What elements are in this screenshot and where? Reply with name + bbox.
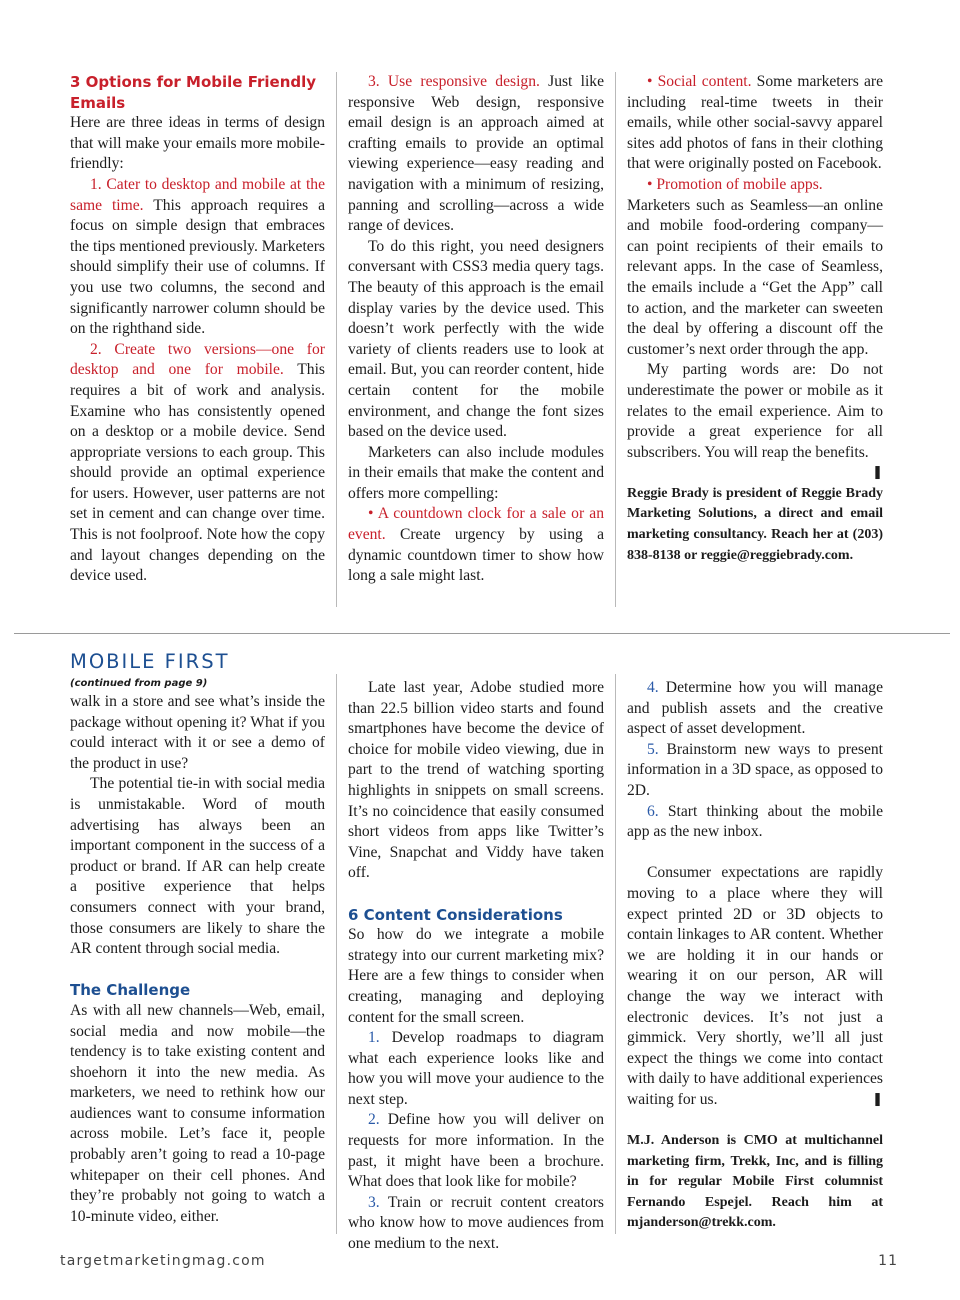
integrate-paragraph: So how do we integrate a mobile strategy into our current marketing mix? Here are a few things to consider when creating, managing and deploying content for the small screen. <box>348 926 604 1026</box>
css3-paragraph: To do this right, you need designers conversant with CSS3 media query tags. The beauty of this approach is the email display varies by the device used. This doesn’t work perfectly with the wide variety of clients readers use to look at email. But, you can reorder content, hide certain content for the mobile environment, and change the font sizes based on the device used. <box>348 237 604 441</box>
column-divider <box>336 674 337 1234</box>
consumer-expectations-text: Consumer expectations are rapidly moving to a place where they will expect printed 2D or 3D objects to contain linkages to AR content. Whether we are holding it in our hands or wearing it on our person, AR will change the way we interact with electronic devices. It’s not just a gimmick. Very shortly, we’ll all just expect the things we come into contact with daily to have additional experiences waiting for us. <box>627 864 883 1108</box>
intro-paragraph: Here are three ideas in terms of design that will make your emails more mobile-friendly: <box>70 114 325 173</box>
consideration-2-number: 2. <box>368 1111 380 1129</box>
social-content-lead: • Social content. <box>647 73 752 90</box>
option-2-text: This requires a bit of work and analysis. Examine who has consistently opened on a desktop or a mobile device. Send appropriate versions to each group. This should provide an optimal experience for users. However, user patterns are not set in cement and can change over time. This is not foolproof. Note how the copy and layout changes depending on the device used. <box>70 361 325 585</box>
bottom-column-2 <box>348 678 604 1255</box>
consideration-1 <box>348 1028 604 1110</box>
mobile-apps-lead: • Promotion of mobile apps. <box>647 175 823 193</box>
closing-paragraph <box>627 360 883 481</box>
end-mark-icon: ❚ <box>872 1091 883 1107</box>
consideration-4-number: 4. <box>647 679 659 696</box>
consideration-5-text: Brainstorm new ways to present information in a 3D space, as opposed to 2D. <box>627 740 883 799</box>
consideration-3-number: 3. <box>368 1193 380 1211</box>
top-column-2 <box>348 72 604 587</box>
consideration-5 <box>627 740 883 802</box>
challenge-paragraph: As with all new channels—Web, email, social media and now mobile—the tendency is to take existing content and shoehorn it into the new media. As marketers, we need to rethink how our audiences want to consume information across mobile. Let’s face it, people probably aren’t going to read a 10-page whitepaper on their cell phones. And they’re probably not going to watch a 10-minute video, either. <box>70 1001 325 1225</box>
countdown-lead: • A countdown clock for a sale or an event. <box>348 505 604 544</box>
continued-note: (continued from page 9) <box>70 678 208 689</box>
challenge-heading: The Challenge <box>70 981 191 1000</box>
top-column-3 <box>627 72 883 566</box>
option-2-lead: 2. Create two versions—one for desktop and one for mobile. <box>70 340 325 379</box>
end-mark-icon: ❚ <box>872 465 883 481</box>
consideration-6-number: 6. <box>647 802 659 820</box>
option-1-lead: 1. Cater to desktop and mobile at the same time. <box>70 175 325 214</box>
author-bio: M.J. Anderson is CMO at multichannel marketing firm, Trekk, Inc, and is filling in for regular Mobile First columnist Fernando Espejel. Reach him at mjanderson@trekk.com. <box>627 1133 883 1231</box>
consideration-1-text: Develop roadmaps to diagram what each experience looks like and how you will move your audience to the next step. <box>348 1029 604 1108</box>
countdown-text: Create urgency by using a dynamic countdown timer to show how long a sale might last. <box>348 526 604 585</box>
consideration-2 <box>348 1110 604 1192</box>
consideration-2-text: Define how you will deliver on requests for more information. In the past, it might have been a brochure. What does that look like for mobile? <box>348 1111 604 1191</box>
countdown-bullet <box>348 504 604 586</box>
top-column-1 <box>70 72 325 587</box>
social-tie-in-paragraph: The potential tie-in with social media is unmistakable. Word of mouth advertising has always been an important component in the success of a product or brand. If AR can help create a positive experience that helps consumers connect with your brand, those consumers are likely to share the AR content through social media. <box>70 775 325 958</box>
consideration-6-text: Start thinking about the mobile app as the new inbox. <box>627 802 883 841</box>
bottom-column-1 <box>70 650 325 1227</box>
top-article-section <box>0 72 960 617</box>
adobe-paragraph: Late last year, Adobe studied more than 22.5 billion video starts and found smartphones have become the device of choice for mobile video viewing, due in part to the trend of watching sporting highlights in snippets on small screens. It’s no coincidence that easily consumed short videos from apps like Twitter’s Vine, Snapchat and Viddy have taken off. <box>348 679 604 882</box>
bottom-column-3 <box>627 678 883 1234</box>
consideration-4 <box>627 678 883 740</box>
author-bio: Reggie Brady is president of Reggie Brady Marketing Solutions, a direct and email marketing consultancy. Reach her at (203) 838-8138 or reggie@reggiebrady.com. <box>627 485 883 563</box>
consideration-4-text: Determine how you will manage and publish assets and the creative aspect of asset development. <box>627 679 883 738</box>
consideration-3-text: Train or recruit content creators who know how to move audiences from one medium to the next. <box>348 1193 604 1253</box>
consideration-6 <box>627 802 883 843</box>
column-divider <box>615 72 616 607</box>
modules-paragraph: Marketers can also include modules in their emails that make the content and offers more compelling: <box>348 443 604 502</box>
closing-text: My parting words are: Do not underestimate the power or mobile as it relates to the email experience. Aim to provide a great experience for all subscribers. You will reap the benefits. <box>627 361 883 461</box>
option-3-text: Just like responsive Web design, responsive email design is an approach aimed at crafting emails to provide an optimal viewing experience—easy reading and navigation with a minimum of resizing, panning and scrolling—across a wide range of devices. <box>348 73 604 235</box>
section-heading-mobile-emails: 3 Options for Mobile Friendly Emails <box>70 73 317 112</box>
option-3-lead: 3. Use responsive design. <box>368 73 540 90</box>
consumer-expectations-paragraph <box>627 863 883 1110</box>
consideration-1-number: 1. <box>368 1029 380 1047</box>
ar-paragraph: walk in a store and see what’s inside the package without opening it? What if you could interact with it or see a demo of the product in use? <box>70 693 325 772</box>
consideration-5-number: 5. <box>647 740 659 758</box>
consideration-3 <box>348 1193 604 1255</box>
option-2-paragraph <box>70 340 325 587</box>
option-3-paragraph <box>348 72 604 237</box>
mobile-first-section <box>0 650 960 1253</box>
footer-url: targetmarketingmag.com <box>60 1253 266 1269</box>
social-content-text: Some marketers are including real-time tweets in their emails, while other social-savvy apparel sites add photos of fans in their clothing that were originally posted on Facebook. <box>627 73 883 173</box>
option-1-paragraph <box>70 175 325 340</box>
content-considerations-heading: 6 Content Considerations <box>348 905 563 924</box>
social-content-bullet <box>627 72 883 175</box>
page-number: 11 <box>878 1253 898 1269</box>
column-divider <box>336 72 337 607</box>
mobile-apps-bullet-lead-line <box>627 175 883 196</box>
column-divider <box>615 674 616 1234</box>
section-title: MOBILE FIRST <box>70 650 230 673</box>
option-1-text: This approach requires a focus on simple design that embraces the tips mentioned previously. Marketers should simplify their use of columns. If you use two columns, the second and significantly narrower column should be on the righthand side. <box>70 196 325 338</box>
section-divider <box>14 633 950 634</box>
mobile-apps-text: Marketers such as Seamless—an online and mobile food-ordering company—can point recipients of their emails to relevant apps. In the case of Seamless, the emails include a “Get the App” call to action, and the marketer can sweeten the deal by offering a discount off the customer’s next order through the app. <box>627 196 883 358</box>
